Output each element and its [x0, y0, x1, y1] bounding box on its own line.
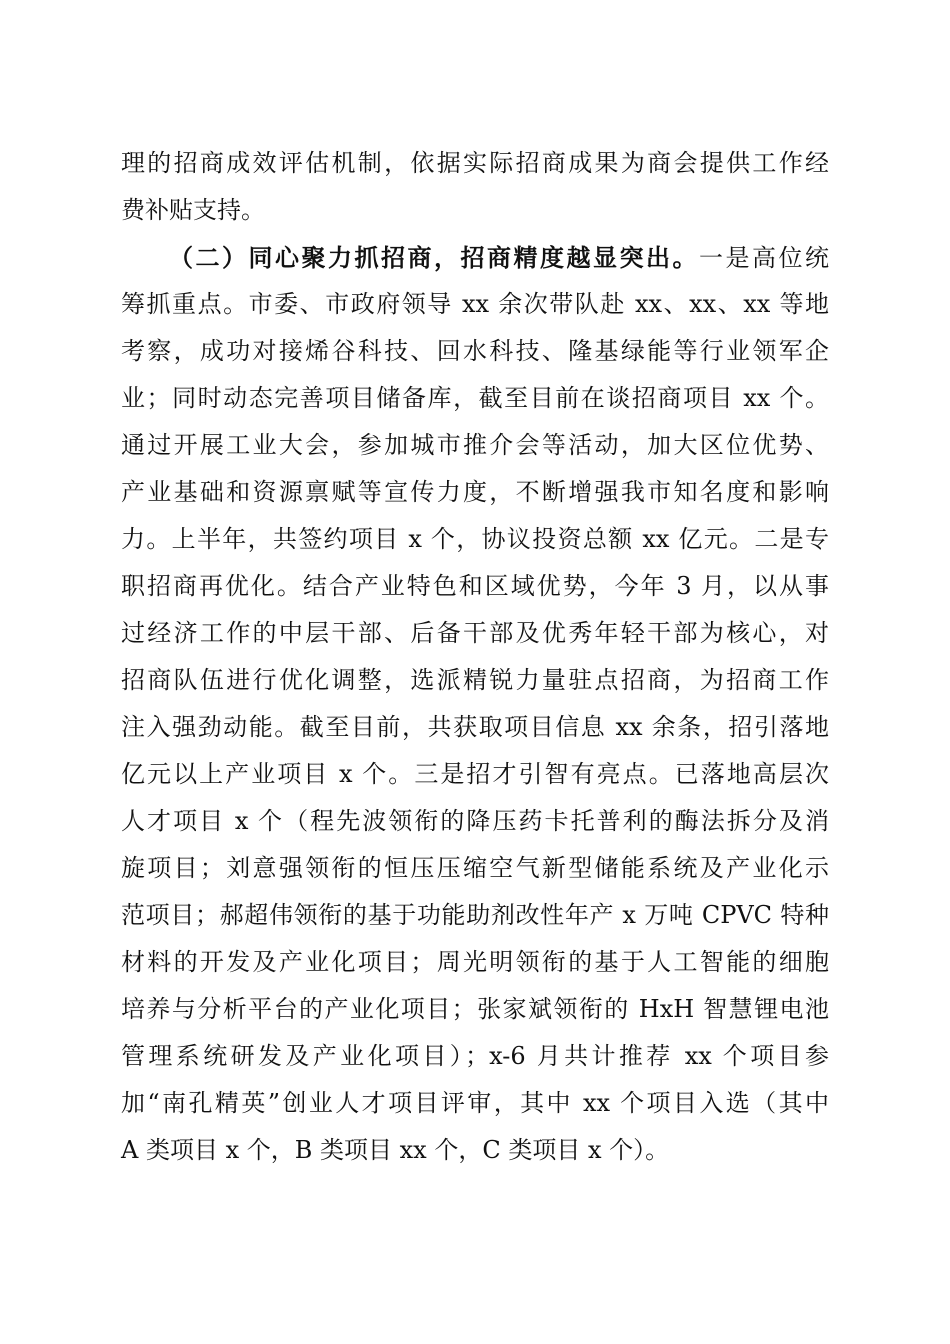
section-heading: （二）同心聚力抓招商，招商精度越显突出。 — [169, 243, 699, 272]
paragraph-line: 材料的开发及产业化项目；周光明领衔的基于人工智能的细胞 — [121, 948, 829, 976]
paragraph-line: 加“南孔精英”创业人才项目评审，其中 xx 个项目入选（其中 — [121, 1089, 829, 1117]
paragraph-line: 筹抓重点。市委、市政府领导 xx 余次带队赴 xx、xx、xx 等地 — [121, 290, 829, 318]
section-heading-line — [121, 234, 829, 281]
paragraph-line: 人才项目 x 个（程先波领衔的降压药卡托普利的酶法拆分及消 — [121, 807, 829, 835]
paragraph-line: 管理系统研发及产业化项目）；x-6 月共计推荐 xx 个项目参 — [121, 1042, 829, 1070]
paragraph-line: 培养与分析平台的产业化项目；张家斌领衔的 HxH 智慧锂电池 — [121, 995, 829, 1023]
paragraph-line: A 类项目 x 个，B 类项目 xx 个，C 类项目 x 个）。 — [121, 1136, 670, 1164]
paragraph-line: 招商队伍进行优化调整，选派精锐力量驻点招商，为招商工作 — [121, 666, 829, 694]
paragraph-text: 一是高位统 — [699, 244, 829, 272]
paragraph-line: 旋项目；刘意强领衔的恒压压缩空气新型储能系统及产业化示 — [121, 854, 829, 882]
paragraph-line: 职招商再优化。结合产业特色和区域优势，今年 3 月，以从事 — [121, 572, 829, 600]
paragraph-line: 业；同时动态完善项目储备库，截至目前在谈招商项目 xx 个。 — [121, 384, 829, 412]
body-text — [121, 140, 829, 1174]
paragraph-line: 范项目；郝超伟领衔的基于功能助剂改性年产 x 万吨 CPVC 特种 — [121, 901, 829, 929]
paragraph-line: 通过开展工业大会，参加城市推介会等活动，加大区位优势、 — [121, 431, 829, 459]
paragraph-line: 考察，成功对接烯谷科技、回水科技、隆基绿能等行业领军企 — [121, 337, 829, 365]
paragraph-line: 理的招商成效评估机制，依据实际招商成果为商会提供工作经 — [121, 149, 829, 177]
paragraph-line: 产业基础和资源禀赋等宣传力度，不断增强我市知名度和影响 — [121, 478, 829, 506]
paragraph-line: 力。上半年，共签约项目 x 个，协议投资总额 xx 亿元。二是专 — [121, 525, 829, 553]
paragraph-line: 过经济工作的中层干部、后备干部及优秀年轻干部为核心，对 — [121, 619, 829, 647]
paragraph-line: 注入强劲动能。截至目前，共获取项目信息 xx 余条，招引落地 — [121, 713, 829, 741]
paragraph-line: 费补贴支持。 — [121, 196, 265, 224]
paragraph-line: 亿元以上产业项目 x 个。三是招才引智有亮点。已落地高层次 — [121, 760, 829, 788]
